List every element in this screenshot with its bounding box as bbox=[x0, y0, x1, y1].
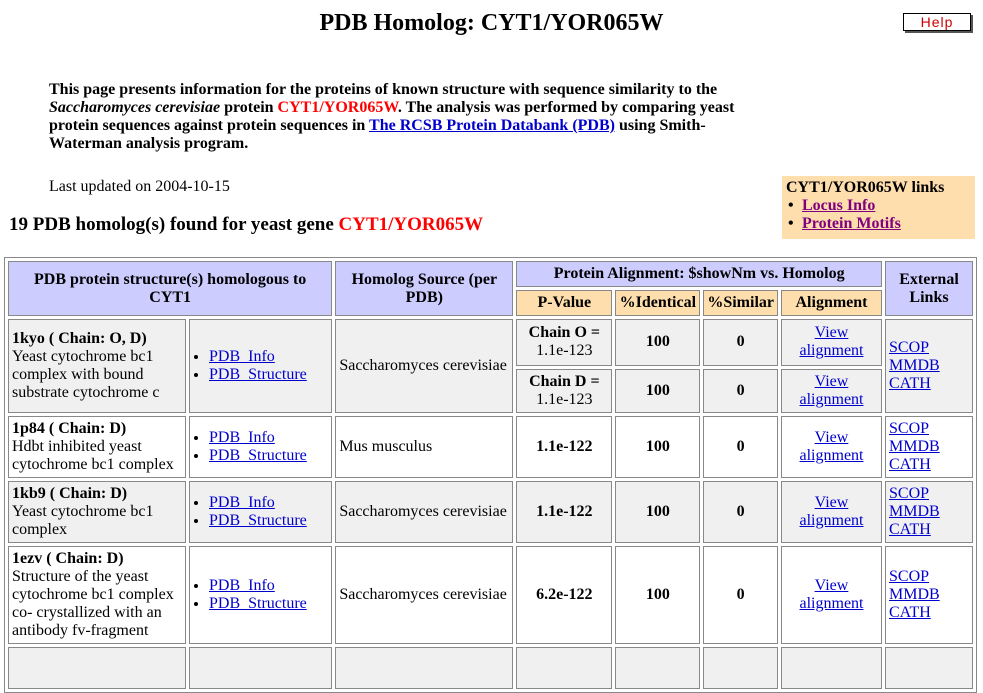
alignment-cell bbox=[781, 416, 882, 478]
structure-cell bbox=[8, 319, 186, 413]
source-cell: Saccharomyces cerevisiae bbox=[335, 319, 513, 413]
col-alignment-header: Alignment bbox=[781, 290, 882, 316]
col-similar-header: %Similar bbox=[703, 290, 778, 316]
protein-motifs-item bbox=[786, 215, 971, 233]
pdb-info-link[interactable]: PDB_Info bbox=[209, 494, 275, 511]
locus-info-link[interactable]: Locus Info bbox=[802, 197, 876, 214]
scop-link[interactable]: SCOP bbox=[889, 339, 930, 356]
count-gene: CYT1/YOR065W bbox=[338, 214, 484, 235]
structure-cell bbox=[8, 546, 186, 644]
pdb-links-list bbox=[193, 429, 328, 465]
col-external-header: External Links bbox=[885, 261, 973, 316]
table-row bbox=[8, 647, 973, 689]
pdb-info-item bbox=[209, 348, 328, 366]
cath-link[interactable]: CATH bbox=[889, 375, 931, 392]
homolog-count bbox=[9, 214, 483, 236]
page-title: PDB Homolog: CYT1/YOR065W bbox=[319, 10, 664, 36]
pdb-info-link[interactable]: PDB_Info bbox=[209, 429, 275, 446]
col-pvalue-header: P-Value bbox=[516, 290, 612, 316]
source-cell: Mus musculus bbox=[335, 416, 513, 478]
structure-cell bbox=[8, 481, 186, 543]
alignment-cell bbox=[781, 481, 882, 543]
source-cell: Saccharomyces cerevisiae bbox=[335, 481, 513, 543]
pdb-id: 1kb9 ( Chain: D) bbox=[12, 485, 128, 502]
mmdb-link[interactable]: MMDB bbox=[889, 586, 940, 603]
identical-cell: 100 bbox=[615, 546, 700, 644]
pdb-links-list bbox=[193, 348, 328, 384]
pdb-links-cell bbox=[189, 546, 332, 644]
pdb-links-cell bbox=[189, 481, 332, 543]
pdb-structure-link[interactable]: PDB_Structure bbox=[209, 447, 307, 464]
scop-link[interactable]: SCOP bbox=[889, 420, 930, 437]
intro-part: This page presents information for the proteins of known structure with sequence similarity to the bbox=[49, 81, 718, 98]
pdb-description: Structure of the yeast cytochrome bc1 complex co- crystallized with an antibody fv-fragment bbox=[12, 568, 174, 639]
view-alignment-link[interactable]: View alignment bbox=[799, 429, 864, 464]
pdb-id: 1p84 ( Chain: D) bbox=[12, 420, 127, 437]
similar-cell: 0 bbox=[703, 369, 778, 414]
cath-link[interactable]: CATH bbox=[889, 456, 931, 473]
table-row bbox=[8, 319, 973, 366]
table-row bbox=[8, 546, 973, 644]
pdb-info-item bbox=[209, 494, 328, 512]
chain-label: Chain O = bbox=[528, 324, 600, 342]
pvalue-cell bbox=[516, 369, 612, 414]
source-cell: Saccharomyces cerevisiae bbox=[335, 546, 513, 644]
pvalue: 1.1e-123 bbox=[536, 390, 593, 408]
alignment-cell bbox=[781, 369, 882, 414]
pvalue: 1.1e-123 bbox=[536, 342, 593, 360]
intro-part: . The analysis was performed by comparing yeast protein sequences against protein sequences in bbox=[49, 99, 735, 134]
col-source-header: Homolog Source (per PDB) bbox=[335, 261, 513, 316]
pdb-structure-link[interactable]: PDB_Structure bbox=[209, 512, 307, 529]
pdb-info-item bbox=[209, 577, 328, 595]
similar-cell: 0 bbox=[703, 416, 778, 478]
identical-cell: 100 bbox=[615, 369, 700, 414]
pdb-structure-item bbox=[209, 447, 328, 465]
mmdb-link[interactable]: MMDB bbox=[889, 503, 940, 520]
external-links-cell bbox=[885, 647, 973, 689]
homolog-table bbox=[4, 257, 977, 693]
view-alignment-link[interactable]: View alignment bbox=[799, 494, 864, 529]
similar-cell bbox=[703, 647, 778, 689]
links-box-list bbox=[786, 197, 971, 233]
external-links-cell bbox=[885, 481, 973, 543]
intro-gene: CYT1/YOR065W bbox=[277, 99, 398, 116]
pdb-structure-item bbox=[209, 512, 328, 530]
last-updated: Last updated on 2004-10-15 bbox=[49, 178, 230, 195]
identical-cell: 100 bbox=[615, 319, 700, 366]
pdb-info-link[interactable]: PDB_Info bbox=[209, 348, 275, 365]
pdb-description: Yeast cytochrome bc1 complex with bound substrate cytochrome c bbox=[12, 348, 160, 401]
col-structure-header: PDB protein structure(s) homologous to CYT1 bbox=[8, 261, 332, 316]
cath-link[interactable]: CATH bbox=[889, 521, 931, 538]
pdb-links-list bbox=[193, 494, 328, 530]
pdb-links-cell bbox=[189, 647, 332, 689]
help-button[interactable]: Help bbox=[903, 13, 971, 31]
mmdb-link[interactable]: MMDB bbox=[889, 357, 940, 374]
intro-text bbox=[49, 81, 749, 153]
intro-part: using Smith-Waterman analysis program. bbox=[49, 117, 706, 152]
identical-cell bbox=[615, 647, 700, 689]
pdb-links-cell bbox=[189, 319, 332, 413]
pvalue-cell bbox=[516, 319, 612, 366]
pvalue-cell: 1.1e-122 bbox=[516, 481, 612, 543]
identical-cell: 100 bbox=[615, 481, 700, 543]
col-identical-header: %Identical bbox=[615, 290, 700, 316]
alignment-cell bbox=[781, 546, 882, 644]
alignment-cell bbox=[781, 647, 882, 689]
structure-cell bbox=[8, 647, 186, 689]
rcsb-pdb-link[interactable]: The RCSB Protein Databank (PDB) bbox=[369, 117, 615, 134]
pvalue-cell bbox=[516, 647, 612, 689]
intro-part: protein bbox=[220, 99, 278, 116]
pvalue-cell: 6.2e-122 bbox=[516, 546, 612, 644]
intro-species: Saccharomyces cerevisiae bbox=[49, 99, 221, 116]
pdb-description: Hdbt inhibited yeast cytochrome bc1 complex bbox=[12, 438, 174, 473]
pdb-info-item bbox=[209, 429, 328, 447]
identical-cell: 100 bbox=[615, 416, 700, 478]
external-links-cell bbox=[885, 416, 973, 478]
scop-link[interactable]: SCOP bbox=[889, 485, 930, 502]
alignment-cell bbox=[781, 319, 882, 366]
pdb-description: Yeast cytochrome bc1 complex bbox=[12, 503, 154, 538]
pvalue-cell: 1.1e-122 bbox=[516, 416, 612, 478]
table-row bbox=[8, 481, 973, 543]
source-cell bbox=[335, 647, 513, 689]
mmdb-link[interactable]: MMDB bbox=[889, 438, 940, 455]
count-prefix: 19 PDB homolog(s) found for yeast gene bbox=[9, 214, 339, 235]
pdb-id: 1kyo ( Chain: O, D) bbox=[12, 330, 147, 347]
similar-cell: 0 bbox=[703, 546, 778, 644]
protein-motifs-link[interactable]: Protein Motifs bbox=[802, 215, 901, 232]
pdb-structure-item bbox=[209, 366, 328, 384]
pdb-structure-item bbox=[209, 595, 328, 613]
chain-label: Chain D = bbox=[529, 372, 600, 390]
gene-links-box bbox=[782, 176, 975, 239]
scop-link[interactable]: SCOP bbox=[889, 568, 930, 585]
pdb-id: 1ezv ( Chain: D) bbox=[12, 550, 124, 567]
links-box-header: CYT1/YOR065W links bbox=[786, 179, 945, 196]
view-alignment-link[interactable]: View alignment bbox=[799, 577, 864, 612]
external-links-cell bbox=[885, 319, 973, 413]
locus-info-item bbox=[786, 197, 971, 215]
pdb-structure-link[interactable]: PDB_Structure bbox=[209, 366, 307, 383]
similar-cell: 0 bbox=[703, 319, 778, 366]
header-row bbox=[8, 261, 973, 287]
pdb-links-cell bbox=[189, 416, 332, 478]
view-alignment-link[interactable]: View alignment bbox=[799, 372, 864, 408]
view-alignment-link[interactable]: View alignment bbox=[799, 324, 864, 360]
pdb-info-link[interactable]: PDB_Info bbox=[209, 577, 275, 594]
structure-cell bbox=[8, 416, 186, 478]
table-row bbox=[8, 416, 973, 478]
col-alignment-group-header: Protein Alignment: $showNm vs. Homolog bbox=[516, 261, 882, 287]
cath-link[interactable]: CATH bbox=[889, 604, 931, 621]
similar-cell: 0 bbox=[703, 481, 778, 543]
pdb-structure-link[interactable]: PDB_Structure bbox=[209, 595, 307, 612]
pdb-links-list bbox=[193, 577, 328, 613]
external-links-cell bbox=[885, 546, 973, 644]
